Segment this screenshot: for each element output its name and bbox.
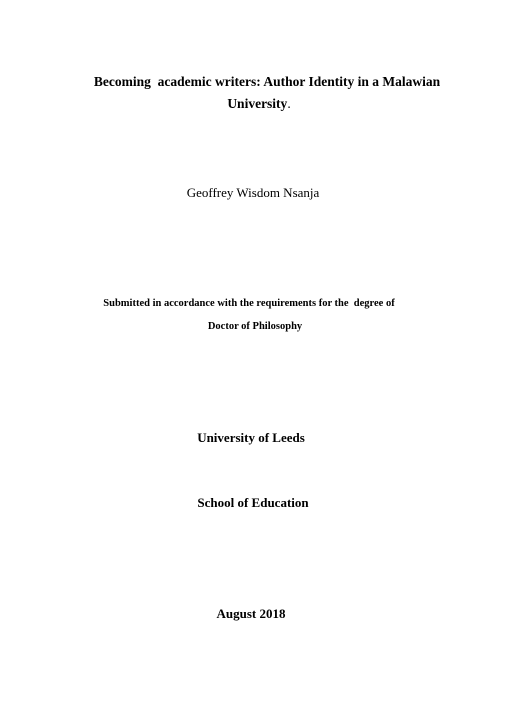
thesis-title-line-1: Becoming academic writers: Author Identity in a Malawian [93, 74, 441, 89]
author-name: Geoffrey Wisdom Nsanja [186, 185, 320, 200]
submission-statement-line-1: Submitted in accordance with the requirements for the degree of [103, 298, 395, 309]
thesis-title-period: . [287, 96, 291, 111]
thesis-title-line-2 [0, 97, 524, 111]
thesis-title-line-2-text: University [227, 96, 288, 111]
submission-date: August 2018 [216, 606, 286, 621]
degree-name: Doctor of Philosophy [207, 321, 303, 332]
school-name: School of Education [197, 495, 309, 510]
university-name: University of Leeds [197, 430, 305, 445]
